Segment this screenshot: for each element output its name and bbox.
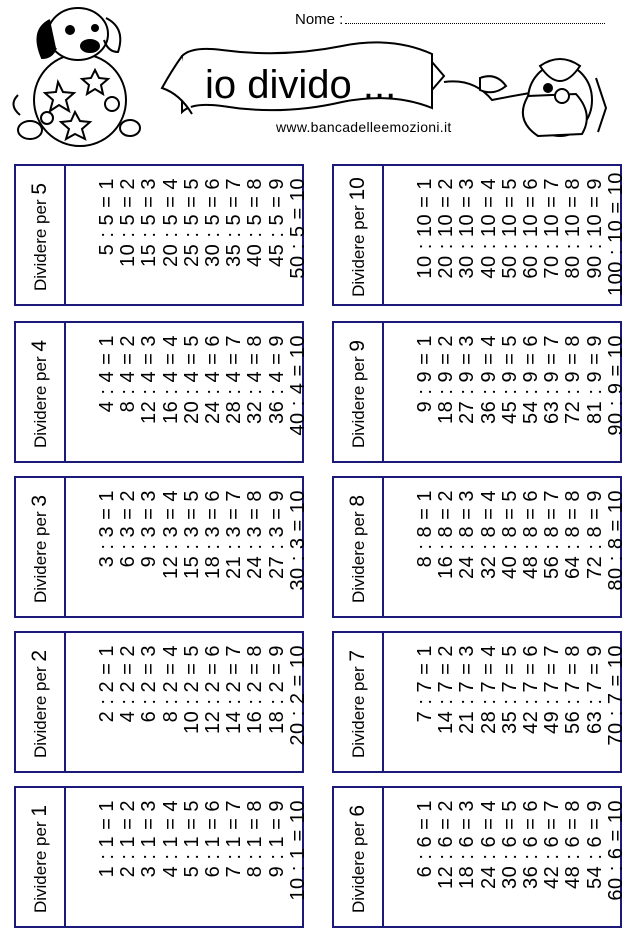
equation: 32 : 8 = 4 bbox=[477, 490, 500, 579]
equation: 18 : 9 = 2 bbox=[435, 335, 458, 424]
equation: 36 : 9 = 4 bbox=[477, 335, 500, 424]
equation: 14 : 2 = 7 bbox=[223, 645, 246, 734]
card-title-text: Dividere per bbox=[31, 194, 50, 292]
card-title bbox=[346, 340, 370, 448]
card-label-column bbox=[334, 166, 384, 304]
card-divisor: 2 bbox=[28, 649, 51, 662]
airplane-icon bbox=[480, 59, 606, 136]
card-title bbox=[28, 340, 52, 448]
equation: 35 : 7 = 5 bbox=[498, 645, 521, 734]
card-title bbox=[346, 177, 370, 297]
equation: 48 : 8 = 6 bbox=[519, 490, 542, 579]
division-card-6 bbox=[332, 786, 627, 928]
card-title-text: Dividere per bbox=[349, 816, 368, 914]
equation: 36 : 4 = 9 bbox=[265, 335, 288, 424]
equation: 30 : 10 = 3 bbox=[456, 178, 479, 279]
equation: 70 : 7 = 10 bbox=[604, 645, 627, 746]
equation-list bbox=[97, 645, 309, 763]
card-title bbox=[346, 495, 370, 603]
equation: 15 : 5 = 3 bbox=[138, 178, 161, 267]
equation: 18 : 6 = 3 bbox=[456, 800, 479, 889]
equation: 28 : 4 = 7 bbox=[223, 335, 246, 424]
equation: 63 : 7 = 9 bbox=[583, 645, 606, 734]
name-field[interactable] bbox=[295, 11, 605, 28]
equation: 8 : 8 = 1 bbox=[414, 490, 436, 568]
banner-title: io divido ... bbox=[205, 63, 397, 107]
equation: 4 : 2 = 2 bbox=[117, 645, 140, 723]
equation: 10 : 1 = 10 bbox=[286, 800, 309, 901]
equation: 27 : 9 = 3 bbox=[456, 335, 479, 424]
equation: 3 : 1 = 3 bbox=[138, 800, 161, 878]
equation: 6 : 2 = 3 bbox=[138, 645, 161, 723]
card-label-column bbox=[334, 788, 384, 926]
equation: 80 : 10 = 8 bbox=[562, 178, 585, 279]
page-header bbox=[0, 0, 640, 160]
equation: 21 : 3 = 7 bbox=[223, 490, 246, 579]
equation-list bbox=[414, 172, 627, 296]
equation: 5 : 1 = 5 bbox=[180, 800, 203, 878]
card-label-column bbox=[16, 166, 66, 304]
card-title bbox=[28, 650, 52, 758]
equation: 54 : 9 = 6 bbox=[519, 335, 542, 424]
equation-list bbox=[415, 335, 627, 453]
equation: 6 : 1 = 6 bbox=[201, 800, 224, 878]
card-label-column bbox=[334, 478, 384, 616]
equation: 36 : 6 = 6 bbox=[519, 800, 542, 889]
equation: 72 : 8 = 9 bbox=[583, 490, 606, 579]
equation: 10 : 5 = 2 bbox=[117, 178, 140, 267]
card-label-column bbox=[16, 478, 66, 616]
equation: 18 : 3 = 6 bbox=[201, 490, 224, 579]
equation: 70 : 10 = 7 bbox=[541, 178, 564, 279]
equation: 24 : 6 = 4 bbox=[477, 800, 500, 889]
equation: 24 : 4 = 6 bbox=[201, 335, 224, 424]
division-card-9 bbox=[332, 321, 627, 463]
equation: 24 : 3 = 8 bbox=[244, 490, 267, 579]
card-divisor: 4 bbox=[28, 339, 51, 352]
equation: 4 : 1 = 4 bbox=[159, 800, 182, 878]
card-title bbox=[28, 805, 52, 913]
division-card-1 bbox=[14, 786, 309, 928]
equation: 35 : 5 = 7 bbox=[223, 178, 246, 267]
equation: 18 : 2 = 9 bbox=[265, 645, 288, 734]
equation: 16 : 8 = 2 bbox=[435, 490, 458, 579]
equation: 42 : 7 = 6 bbox=[519, 645, 542, 734]
card-divisor: 5 bbox=[28, 182, 51, 195]
equation: 9 : 1 = 9 bbox=[265, 800, 288, 878]
equation: 24 : 8 = 3 bbox=[456, 490, 479, 579]
division-card-2 bbox=[14, 631, 309, 773]
division-card-4 bbox=[14, 321, 309, 463]
card-divisor: 6 bbox=[346, 804, 369, 817]
equation: 20 : 4 = 5 bbox=[180, 335, 203, 424]
equation: 30 : 3 = 10 bbox=[286, 490, 309, 591]
name-dotted-line bbox=[345, 11, 605, 24]
equation: 60 : 6 = 10 bbox=[604, 800, 627, 901]
equation: 8 : 4 = 2 bbox=[117, 335, 140, 413]
card-title-text: Dividere per bbox=[349, 506, 368, 604]
equation: 100 : 10 = 10 bbox=[604, 172, 627, 296]
equation: 63 : 9 = 7 bbox=[541, 335, 564, 424]
equation: 20 : 10 = 2 bbox=[435, 178, 458, 279]
equation: 50 : 5 = 10 bbox=[286, 178, 309, 279]
card-title-text: Dividere per bbox=[31, 351, 50, 449]
equation: 9 : 9 = 1 bbox=[414, 335, 436, 413]
equation: 6 : 6 = 1 bbox=[414, 800, 436, 878]
equation: 56 : 8 = 7 bbox=[541, 490, 564, 579]
equation: 72 : 9 = 8 bbox=[562, 335, 585, 424]
dog-with-ball-icon bbox=[13, 8, 140, 146]
division-card-8 bbox=[332, 476, 627, 618]
card-title bbox=[346, 805, 370, 913]
equation: 5 : 5 = 1 bbox=[96, 178, 118, 256]
equation: 90 : 10 = 9 bbox=[583, 178, 606, 279]
equation: 60 : 10 = 6 bbox=[519, 178, 542, 279]
equation: 7 : 7 = 1 bbox=[414, 645, 436, 723]
equation-list bbox=[97, 490, 309, 608]
equation: 20 : 2 = 10 bbox=[286, 645, 309, 746]
equation: 8 : 1 = 8 bbox=[244, 800, 267, 878]
equation: 45 : 5 = 9 bbox=[265, 178, 288, 267]
equation: 27 : 3 = 9 bbox=[265, 490, 288, 579]
equation: 42 : 6 = 7 bbox=[541, 800, 564, 889]
equation: 4 : 4 = 1 bbox=[96, 335, 118, 413]
card-label-column bbox=[334, 633, 384, 771]
card-title-text: Dividere per bbox=[31, 816, 50, 914]
equation: 12 : 6 = 2 bbox=[435, 800, 458, 889]
card-divisor: 3 bbox=[28, 494, 51, 507]
equation-list bbox=[415, 490, 627, 608]
equation: 49 : 7 = 7 bbox=[541, 645, 564, 734]
equation: 48 : 6 = 8 bbox=[562, 800, 585, 889]
equation: 54 : 6 = 9 bbox=[583, 800, 606, 889]
equation: 64 : 8 = 8 bbox=[562, 490, 585, 579]
card-title-text: Dividere per bbox=[31, 661, 50, 759]
equation: 7 : 1 = 7 bbox=[223, 800, 246, 878]
equation: 12 : 3 = 4 bbox=[159, 490, 182, 579]
card-title bbox=[28, 495, 52, 603]
card-label-column bbox=[16, 633, 66, 771]
card-title bbox=[346, 650, 370, 758]
equation: 40 : 10 = 4 bbox=[477, 178, 500, 279]
equation: 9 : 3 = 3 bbox=[138, 490, 161, 568]
equation: 40 : 5 = 8 bbox=[244, 178, 267, 267]
name-label: Nome : bbox=[295, 11, 344, 28]
card-title-text: Dividere per bbox=[31, 506, 50, 604]
equation: 90 : 9 = 10 bbox=[604, 335, 627, 436]
card-divisor: 9 bbox=[346, 339, 369, 352]
card-divisor: 1 bbox=[28, 804, 51, 817]
card-title-text: Dividere per bbox=[349, 351, 368, 449]
card-label-column bbox=[16, 788, 66, 926]
equation: 2 : 1 = 2 bbox=[117, 800, 140, 878]
equation: 50 : 10 = 5 bbox=[498, 178, 521, 279]
equation-list bbox=[415, 800, 627, 918]
equation: 3 : 3 = 1 bbox=[96, 490, 118, 568]
equation-list bbox=[415, 645, 627, 763]
equation: 21 : 7 = 3 bbox=[456, 645, 479, 734]
equation: 12 : 2 = 6 bbox=[201, 645, 224, 734]
website-url: www.bancadelleemozioni.it bbox=[276, 119, 452, 135]
card-title-text: Dividere per bbox=[349, 661, 368, 759]
equation: 12 : 4 = 3 bbox=[138, 335, 161, 424]
card-label-column bbox=[16, 323, 66, 461]
equation: 25 : 5 = 5 bbox=[180, 178, 203, 267]
division-card-7 bbox=[332, 631, 627, 773]
equation: 40 : 4 = 10 bbox=[286, 335, 309, 436]
equation: 30 : 6 = 5 bbox=[498, 800, 521, 889]
equation: 28 : 7 = 4 bbox=[477, 645, 500, 734]
card-divisor: 7 bbox=[346, 649, 369, 662]
equation: 20 : 5 = 4 bbox=[159, 178, 182, 267]
equation: 10 : 2 = 5 bbox=[180, 645, 203, 734]
equation-list bbox=[97, 335, 309, 453]
equation: 45 : 9 = 5 bbox=[498, 335, 521, 424]
equation: 30 : 5 = 6 bbox=[201, 178, 224, 267]
equation: 16 : 4 = 4 bbox=[159, 335, 182, 424]
card-divisor: 10 bbox=[346, 177, 369, 201]
equation-list bbox=[97, 178, 309, 296]
equation: 56 : 7 = 8 bbox=[562, 645, 585, 734]
equation-list bbox=[97, 800, 309, 918]
equation: 40 : 8 = 5 bbox=[498, 490, 521, 579]
equation: 15 : 3 = 5 bbox=[180, 490, 203, 579]
equation: 32 : 4 = 8 bbox=[244, 335, 267, 424]
division-card-10 bbox=[332, 164, 627, 306]
equation: 81 : 9 = 9 bbox=[583, 335, 606, 424]
equation: 16 : 2 = 8 bbox=[244, 645, 267, 734]
card-title-text: Dividere per bbox=[349, 200, 368, 297]
card-divisor: 8 bbox=[346, 494, 369, 507]
equation: 6 : 3 = 2 bbox=[117, 490, 140, 568]
equation: 10 : 10 = 1 bbox=[414, 178, 436, 279]
division-card-5 bbox=[14, 164, 309, 306]
equation: 14 : 7 = 2 bbox=[435, 645, 458, 734]
equation: 8 : 2 = 4 bbox=[159, 645, 182, 723]
equation: 2 : 2 = 1 bbox=[96, 645, 118, 723]
card-title bbox=[28, 183, 52, 291]
division-card-3 bbox=[14, 476, 309, 618]
card-label-column bbox=[334, 323, 384, 461]
equation: 1 : 1 = 1 bbox=[96, 800, 118, 878]
equation: 80 : 8 = 10 bbox=[604, 490, 627, 591]
